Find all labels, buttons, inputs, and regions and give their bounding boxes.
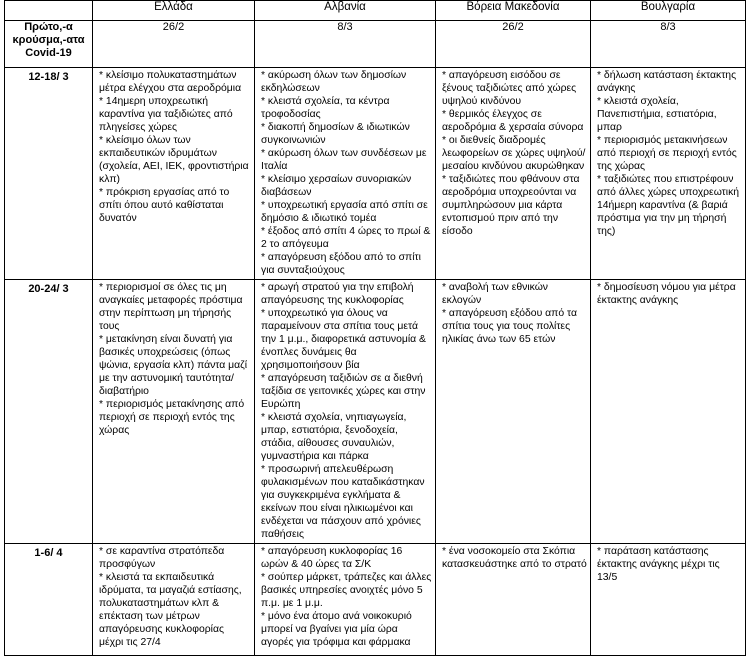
measures-cell-bulgaria <box>591 280 746 544</box>
covid-measures-table <box>4 0 746 656</box>
measure-item: * υποχρεωτική εργασία από σπίτι σε δημόσιο & ιδιωτικό τομέα <box>261 200 428 224</box>
measure-item: * δήλωση κατάσταση έκτακτης ανάγκης <box>597 70 737 94</box>
period-row <box>5 68 746 280</box>
measure-item: * κλειστά σχολεία, Πανεπιστήμια, εστιατόρια, μπαρ <box>597 96 717 133</box>
country-header-greece: Ελλάδα <box>93 1 255 21</box>
first-case-row <box>5 21 746 68</box>
period-label: 1-6/ 4 <box>5 544 93 656</box>
country-header-north-macedonia: Βόρεια Μακεδονία <box>436 1 591 21</box>
measure-item: * μετακίνηση είναι δυνατή για βασικές υποχρεώσεις (όπως ψώνια, εργασία κλπ) πάντα μαζί με την αστυνομική ταυτότητα/ διαβατήριο <box>99 334 248 397</box>
measure-item: * ταξιδιώτες που επιστρέφουν από άλλες χώρες υποχρεωτική 14ήμερη καραντίνα (& βαριά πρόστιμα για την μη τήρησή της) <box>597 174 740 237</box>
measure-item: * περιορισμοί σε όλες τις μη αναγκαίες μεταφορές πρόστιμα στην περίπτωση μη τήρησής τους <box>99 282 243 332</box>
measure-item: * 14ημερη υποχρεωτική καραντίνα για ταξιδιώτες από πληγείσες χώρες <box>99 96 233 133</box>
first-case-label: Πρώτο,-α κρούσμα,-ατα Covid-19 <box>5 21 93 68</box>
measure-item: * δημοσίευση νόμου για μέτρα έκτακτης ανάγκης <box>597 282 736 306</box>
measure-item: * περιορισμός μετακίνησης από περιοχή σε περιοχή εντός της χώρας <box>99 399 245 436</box>
first-case-date-greece: 26/2 <box>93 21 255 68</box>
measure-item: * αρωγή στρατού για την επιβολή απαγόρευσης της κυκλοφορίας <box>261 282 414 306</box>
measures-cell-greece <box>93 280 255 544</box>
measure-item: * αναβολή των εθνικών εκλογών <box>442 282 549 306</box>
measure-item: * ακύρωση όλων των συνδέσεων με Ιταλία <box>261 148 427 172</box>
first-case-date-albania: 8/3 <box>255 21 436 68</box>
measure-item: * απαγόρευση εξόδου από το σπίτι για συνταξιούχους <box>261 252 421 276</box>
measures-cell-north-macedonia <box>436 544 591 656</box>
measure-item: * πρόκριση εργασίας από το σπίτι όπου αυτό καθίσταται δυνατόν <box>99 187 230 224</box>
period-row <box>5 280 746 544</box>
measure-item: * κλειστά τα εκπαιδευτικά ιδρύματα, τα μαγαζιά εστίασης, πολυκαταστημάτων κλπ & επέκταση των μέτρων απαγόρευσης κυκλοφορίας μέχρι τις 27/4 <box>99 572 242 648</box>
measure-item: * έξοδος από σπίτι 4 ώρες το πρωί & 2 το απόγευμα <box>261 226 431 250</box>
measures-cell-albania <box>255 280 436 544</box>
measure-item: * απαγόρευση εξόδου από τα σπίτια τους για τους πολίτες ηλικίας άνω των 65 ετών <box>442 308 577 345</box>
measure-item: * μόνο ένα άτομο ανά νοικοκυριό μπορεί να βγαίνει για μία ώρα αγορές για τρόφιμα και φάρμακα <box>261 611 412 648</box>
measure-item: * κλειστά σχολεία, τα κέντρα τροφοδοσίας <box>261 96 390 120</box>
measure-item: * διακοπή δημοσίων & ιδιωτικών συγκοινωνιών <box>261 122 410 146</box>
period-label: 12-18/ 3 <box>5 68 93 280</box>
measures-cell-greece <box>93 68 255 280</box>
period-label: 20-24/ 3 <box>5 280 93 544</box>
measure-item: * ακύρωση όλων των δημοσίων εκδηλώσεων <box>261 70 407 94</box>
measure-item: * υποχρεωτικό για όλους να παραμείνουν στα σπίτια τους μετά την 1 μ.μ., διαφορετικά αστυνομία & ένοπλες δυνάμεις θα χρησιμοποιήσουν βία <box>261 308 426 371</box>
measures-cell-greece <box>93 544 255 656</box>
measure-item: * κλείσιμο πολυκαταστημάτων μέτρα ελέγχου στα αεροδρόμια <box>99 70 242 94</box>
country-header-bulgaria: Βουλγαρία <box>591 1 746 21</box>
measure-item: * περιορισμός μετακινήσεων από περιοχή σε περιοχή εντός της χώρας <box>597 135 737 172</box>
period-row <box>5 544 746 656</box>
first-case-date-bulgaria: 8/3 <box>591 21 746 68</box>
blank-header-cell <box>5 1 93 21</box>
measures-cell-north-macedonia <box>436 68 591 280</box>
measure-item: * θερμικός έλεγχος σε αεροδρόμια & χερσαία σύνορα <box>442 109 584 133</box>
measure-item: * απαγόρευση κυκλοφορίας 16 ωρών & 40 ώρες τα Σ/Κ <box>261 546 403 570</box>
measures-cell-north-macedonia <box>436 280 591 544</box>
measure-item: * απαγόρευση εισόδου σε ξένους ταξιδιώτες από χώρες υψηλού κινδύνου <box>442 70 577 107</box>
measure-item: * κλείσιμο χερσαίων συνοριακών διαβάσεων <box>261 174 412 198</box>
measures-cell-bulgaria <box>591 544 746 656</box>
measure-item: * οι διεθνείς διαδρομές λεωφορείων σε χώρες υψηλού/ μεσαίου κινδύνου ακυρώθηκαν <box>442 135 586 172</box>
country-header-row <box>5 1 746 21</box>
measure-item: * σούπερ μάρκετ, τράπεζες και άλλες βασικές υπηρεσίες ανοιχτές μόνο 5 π.μ. με 1 μ.μ. <box>261 572 432 609</box>
measure-item: * ένα νοσοκομείο στα Σκόπια κατασκευάστηκε από το στρατό <box>442 546 587 570</box>
measure-item: * ταξιδιώτες που φθάνουν στα αεροδρόμια υποχρεούνται να συμπληρώσουν μια κάρτα εντοπισμού πριν από την είσοδο <box>442 174 580 237</box>
measure-item: * παράταση κατάστασης έκτακτης ανάγκης μέχρι τις 13/5 <box>597 546 720 583</box>
measure-item: * κλειστά σχολεία, νηπιαγωγεία, μπαρ, εστιατόρια, ξενοδοχεία, στάδια, αίθουσες συναυλιών, γυμναστήρια και πάρκα <box>261 412 407 462</box>
first-case-date-north-macedonia: 26/2 <box>436 21 591 68</box>
measure-item: * απαγόρευση ταξιδιών σε α διεθνή ταξίδια σε γειτονικές χώρες και στην Ευρώπη <box>261 373 426 410</box>
measures-cell-bulgaria <box>591 68 746 280</box>
measure-item: * προσωρινή απελευθέρωση φυλακισμένων που καταδικάστηκαν για συγκεκριμένα εγκλήματα & εκείνων που είναι ηλικιωμένοι και ενδέχεται να πάσχουν από χρόνιες παθήσεις <box>261 464 425 540</box>
country-header-albania: Αλβανία <box>255 1 436 21</box>
measures-cell-albania <box>255 544 436 656</box>
measure-item: * σε καραντίνα στρατόπεδα προσφύγων <box>99 546 225 570</box>
measures-cell-albania <box>255 68 436 280</box>
measure-item: * κλείσιμο όλων των εκπαιδευτικών ιδρυμάτων (σχολεία, ΑΕΙ, ΙΕΚ, φροντιστήρια κλπ) <box>99 135 249 185</box>
